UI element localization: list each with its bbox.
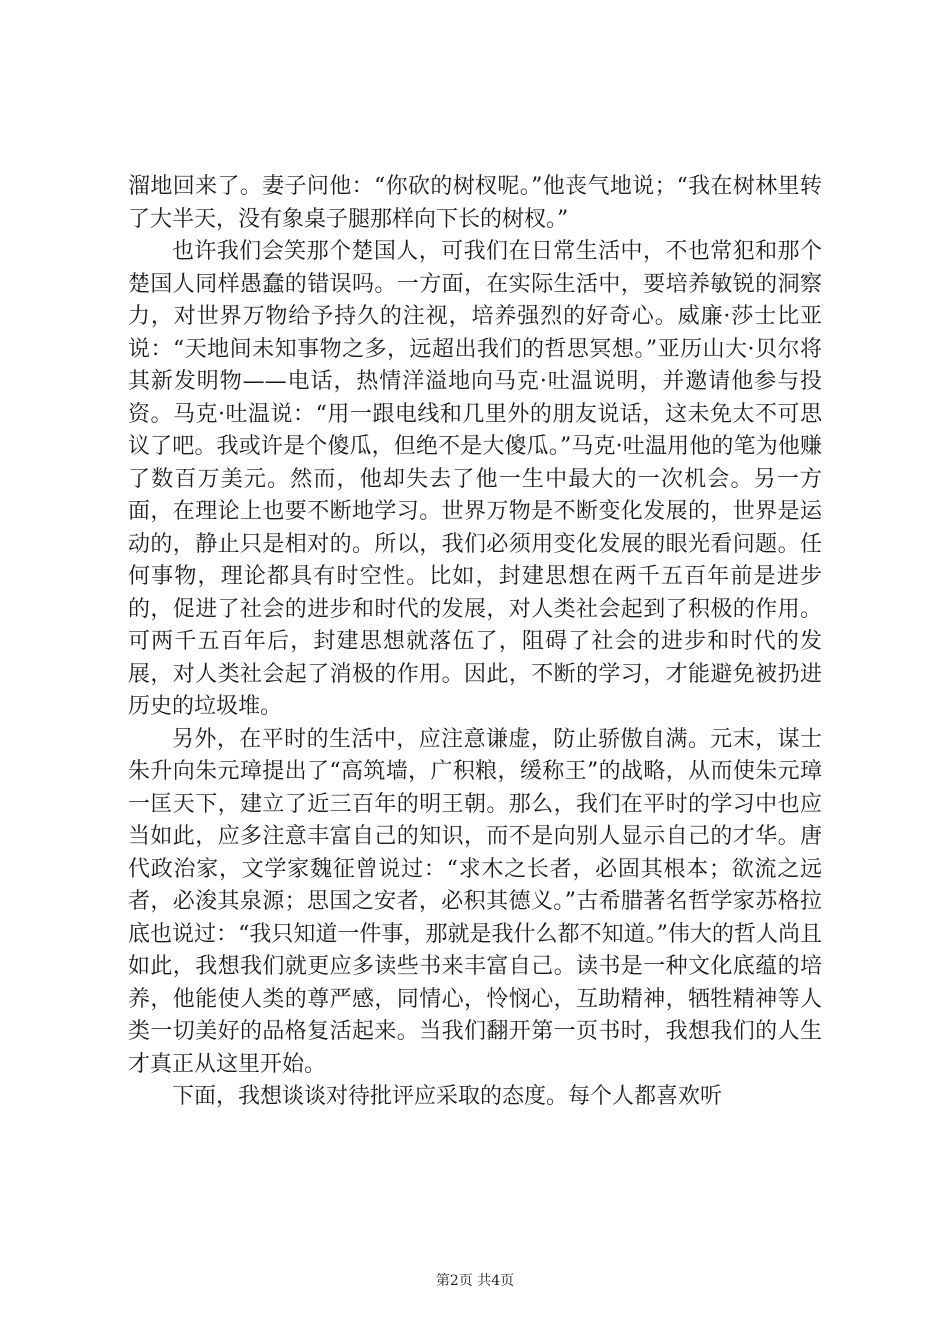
- paragraph-3: 另外，在平时的生活中，应注意谦虚，防止骄傲自满。元末，谋士朱升向朱元璋提出了“高筑墙，广积粮，缓称王”的战略，从而使朱元璋一匡天下，建立了近三百年的明王朝。那么，我们在平时的学习中也应当如此，应多注意丰富自己的知识，而不是向别人显示自己的才华。唐代政治家，文学家魏征曾说过：“求木之长者，必固其根本；欲流之远者，必浚其泉源；思国之安者，必积其德义。”古希腊著名哲学家苏格拉底也说过：“我只知道一件事，那就是我什么都不知道。”伟大的哲人尚且如此，我想我们就更应多读些书来丰富自己。读书是一种文化底蕴的培养，他能使人类的尊严感，同情心，怜悯心，互助精神，牺牲精神等人类一切美好的品格复活起来。当我们翻开第一页书时，我想我们的人生才真正从这里开始。: [128, 726, 822, 1077]
- paragraph-4: 下面，我想谈谈对待批评应采取的态度。每个人都喜欢听: [172, 1084, 723, 1109]
- body-text: [128, 171, 822, 1114]
- paragraph-2: 也许我们会笑那个楚国人，可我们在日常生活中，不也常犯和那个楚国人同样愚蠢的错误吗。一方面，在实际生活中，要培养敏锐的洞察力，对世界万物给予持久的注视，培养强烈的好奇心。威廉·莎士比亚说：“天地间未知事物之多，远超出我们的哲思冥想。”亚历山大·贝尔将其新发明物——电话，热情洋溢地向马克·吐温说明，并邀请他参与投资。马克·吐温说：“用一跟电线和几里外的朋友说话，这未免太不可思议了吧。我或许是个傻瓜，但绝不是大傻瓜。”马克·吐温用他的笔为他赚了数百万美元。然而，他却失去了他一生中最大的一次机会。另一方面，在理论上也要不断地学习。世界万物是不断变化发展的，世界是运动的，静止只是相对的。所以，我们必须用变化发展的眼光看问题。任何事物，理论都具有时空性。比如，封建思想在两千五百年前是进步的，促进了社会的进步和时代的发展，对人类社会起到了积极的作用。可两千五百年后，封建思想就落伍了，阻碍了社会的进步和时代的发展，对人类社会起了消极的作用。因此，不断的学习，才能避免被扔进历史的垃圾堆。: [128, 239, 822, 719]
- paragraph-1: 溜地回来了。妻子问他：“你砍的树杈呢。”他丧气地说；“我在树林里转了大半天，没有象桌子腿那样向下长的树杈。”: [128, 174, 822, 232]
- page-footer: 第2页 共4页: [435, 1273, 515, 1289]
